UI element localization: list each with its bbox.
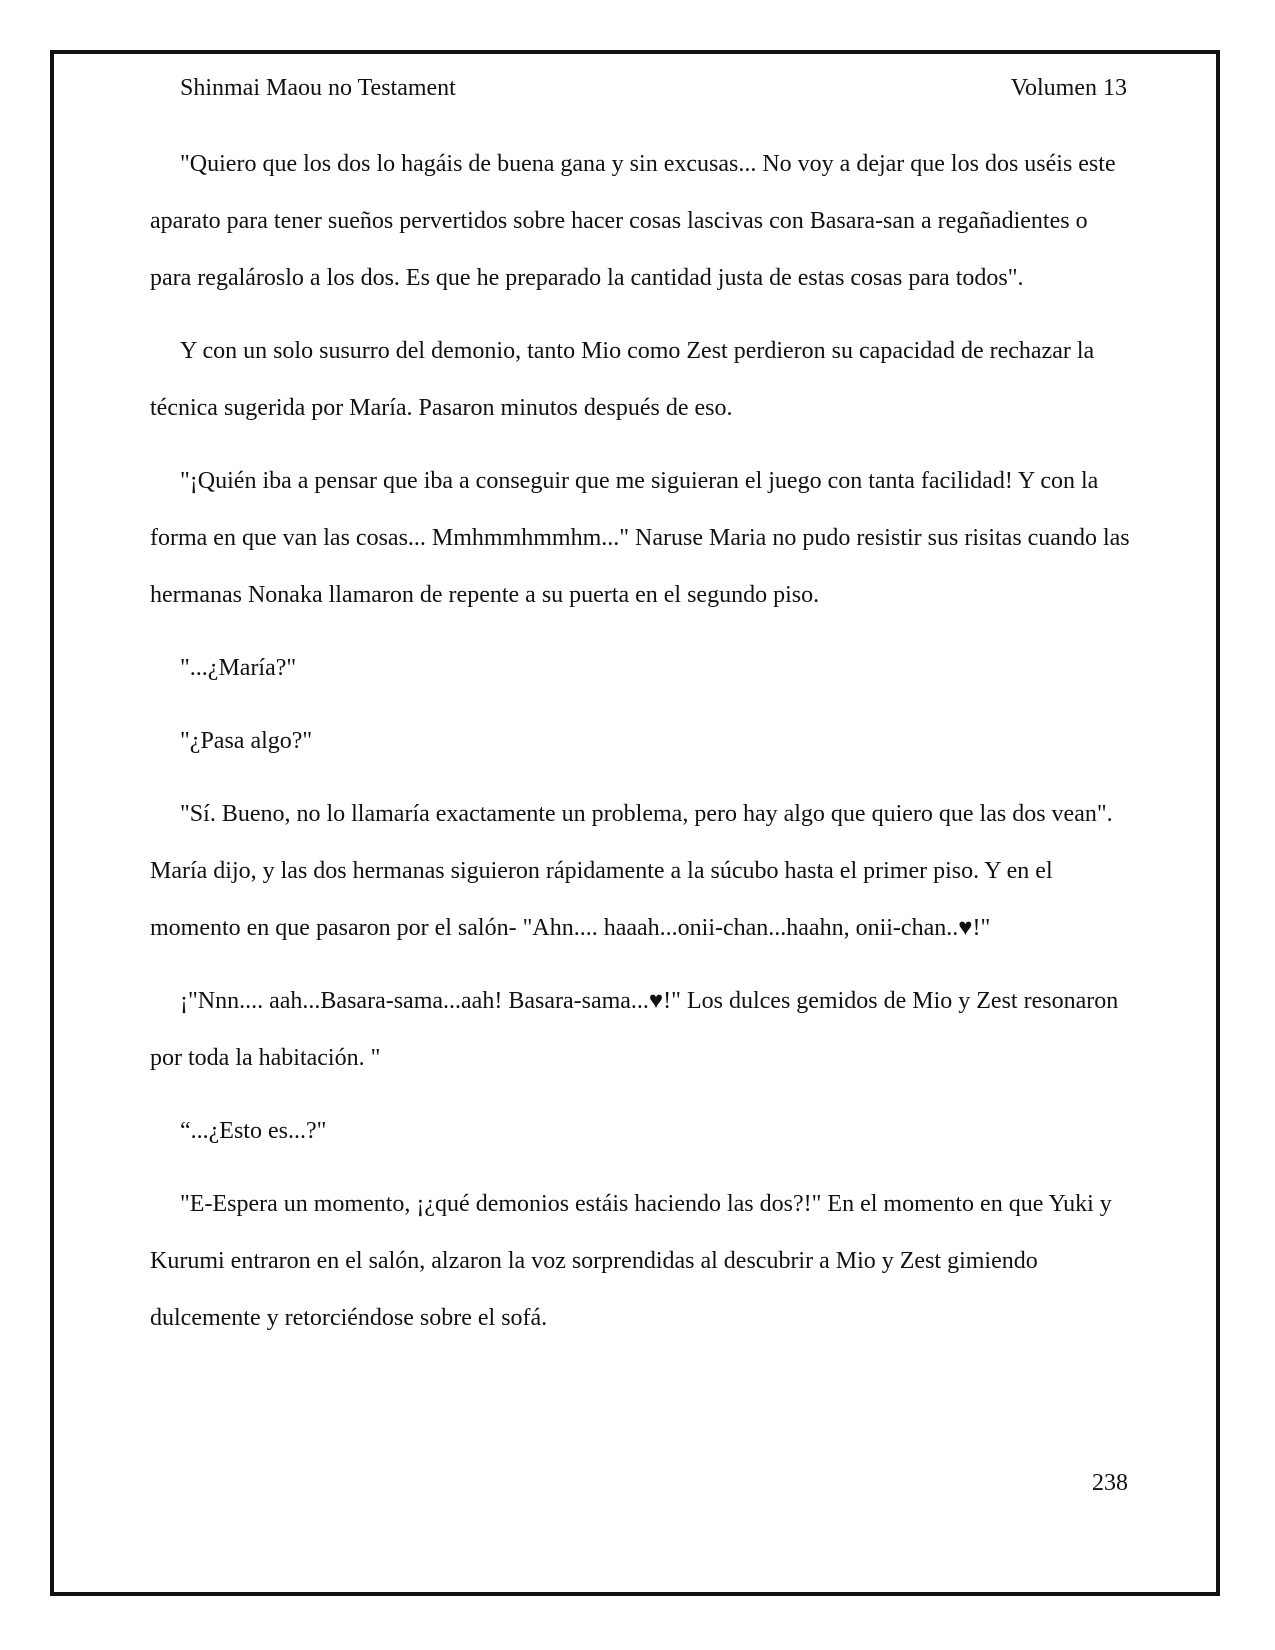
- paragraph: “...¿Esto es...?": [180, 1118, 327, 1144]
- body-text: [150, 136, 1136, 1363]
- running-header: [180, 70, 1127, 106]
- paragraph: ¡"Nnn.... aah...Basara-sama...aah! Basara-sama...♥!" Los dulces gemidos de Mio y Zest resonaron por toda la habitación. ": [150, 988, 1125, 1071]
- paragraph: "¿Pasa algo?": [180, 728, 313, 754]
- paragraph: "Quiero que los dos lo hagáis de buena gana y sin excusas... No voy a dejar que los dos uséis este aparato para tener sueños pervertidos sobre hacer cosas lascivas con Basara-san a regañadientes o para regalároslo a los dos. Es que he preparado la cantidad justa de estas cosas para todos".: [150, 151, 1122, 291]
- paragraph: "E-Espera un momento, ¡¿qué demonios estáis haciendo las dos?!" En el momento en que Yuki y Kurumi entraron en el salón, alzaron la voz sorprendidas al descubrir a Mio y Zest gimiendo dulcemente y retorciéndose sobre el sofá.: [150, 1191, 1118, 1331]
- page-number: 238: [1092, 1470, 1128, 1496]
- paragraph: "Sí. Bueno, no lo llamaría exactamente un problema, pero hay algo que quiero que las dos vean". María dijo, y las dos hermanas siguieron rápidamente a la súcubo hasta el primer piso. Y en el momento en que pasaron por el salón- "Ahn.... haaah...onii-chan...haahn, onii-chan..♥!": [150, 801, 1119, 941]
- paragraph: "¡Quién iba a pensar que iba a conseguir que me siguieran el juego con tanta facilidad! Y con la forma en que van las cosas... Mmhmmhmmhm..." Naruse Maria no pudo resistir sus risitas cuando las hermanas Nonaka llamaron de repente a su puerta en el segundo piso.: [150, 468, 1136, 608]
- book-title: Shinmai Maou no Testament: [180, 74, 456, 101]
- paragraph: Y con un solo susurro del demonio, tanto Mio como Zest perdieron su capacidad de rechazar la técnica sugerida por María. Pasaron minutos después de eso.: [150, 338, 1101, 421]
- paragraph: "...¿María?": [180, 655, 297, 681]
- volume-label: Volumen 13: [1010, 74, 1127, 101]
